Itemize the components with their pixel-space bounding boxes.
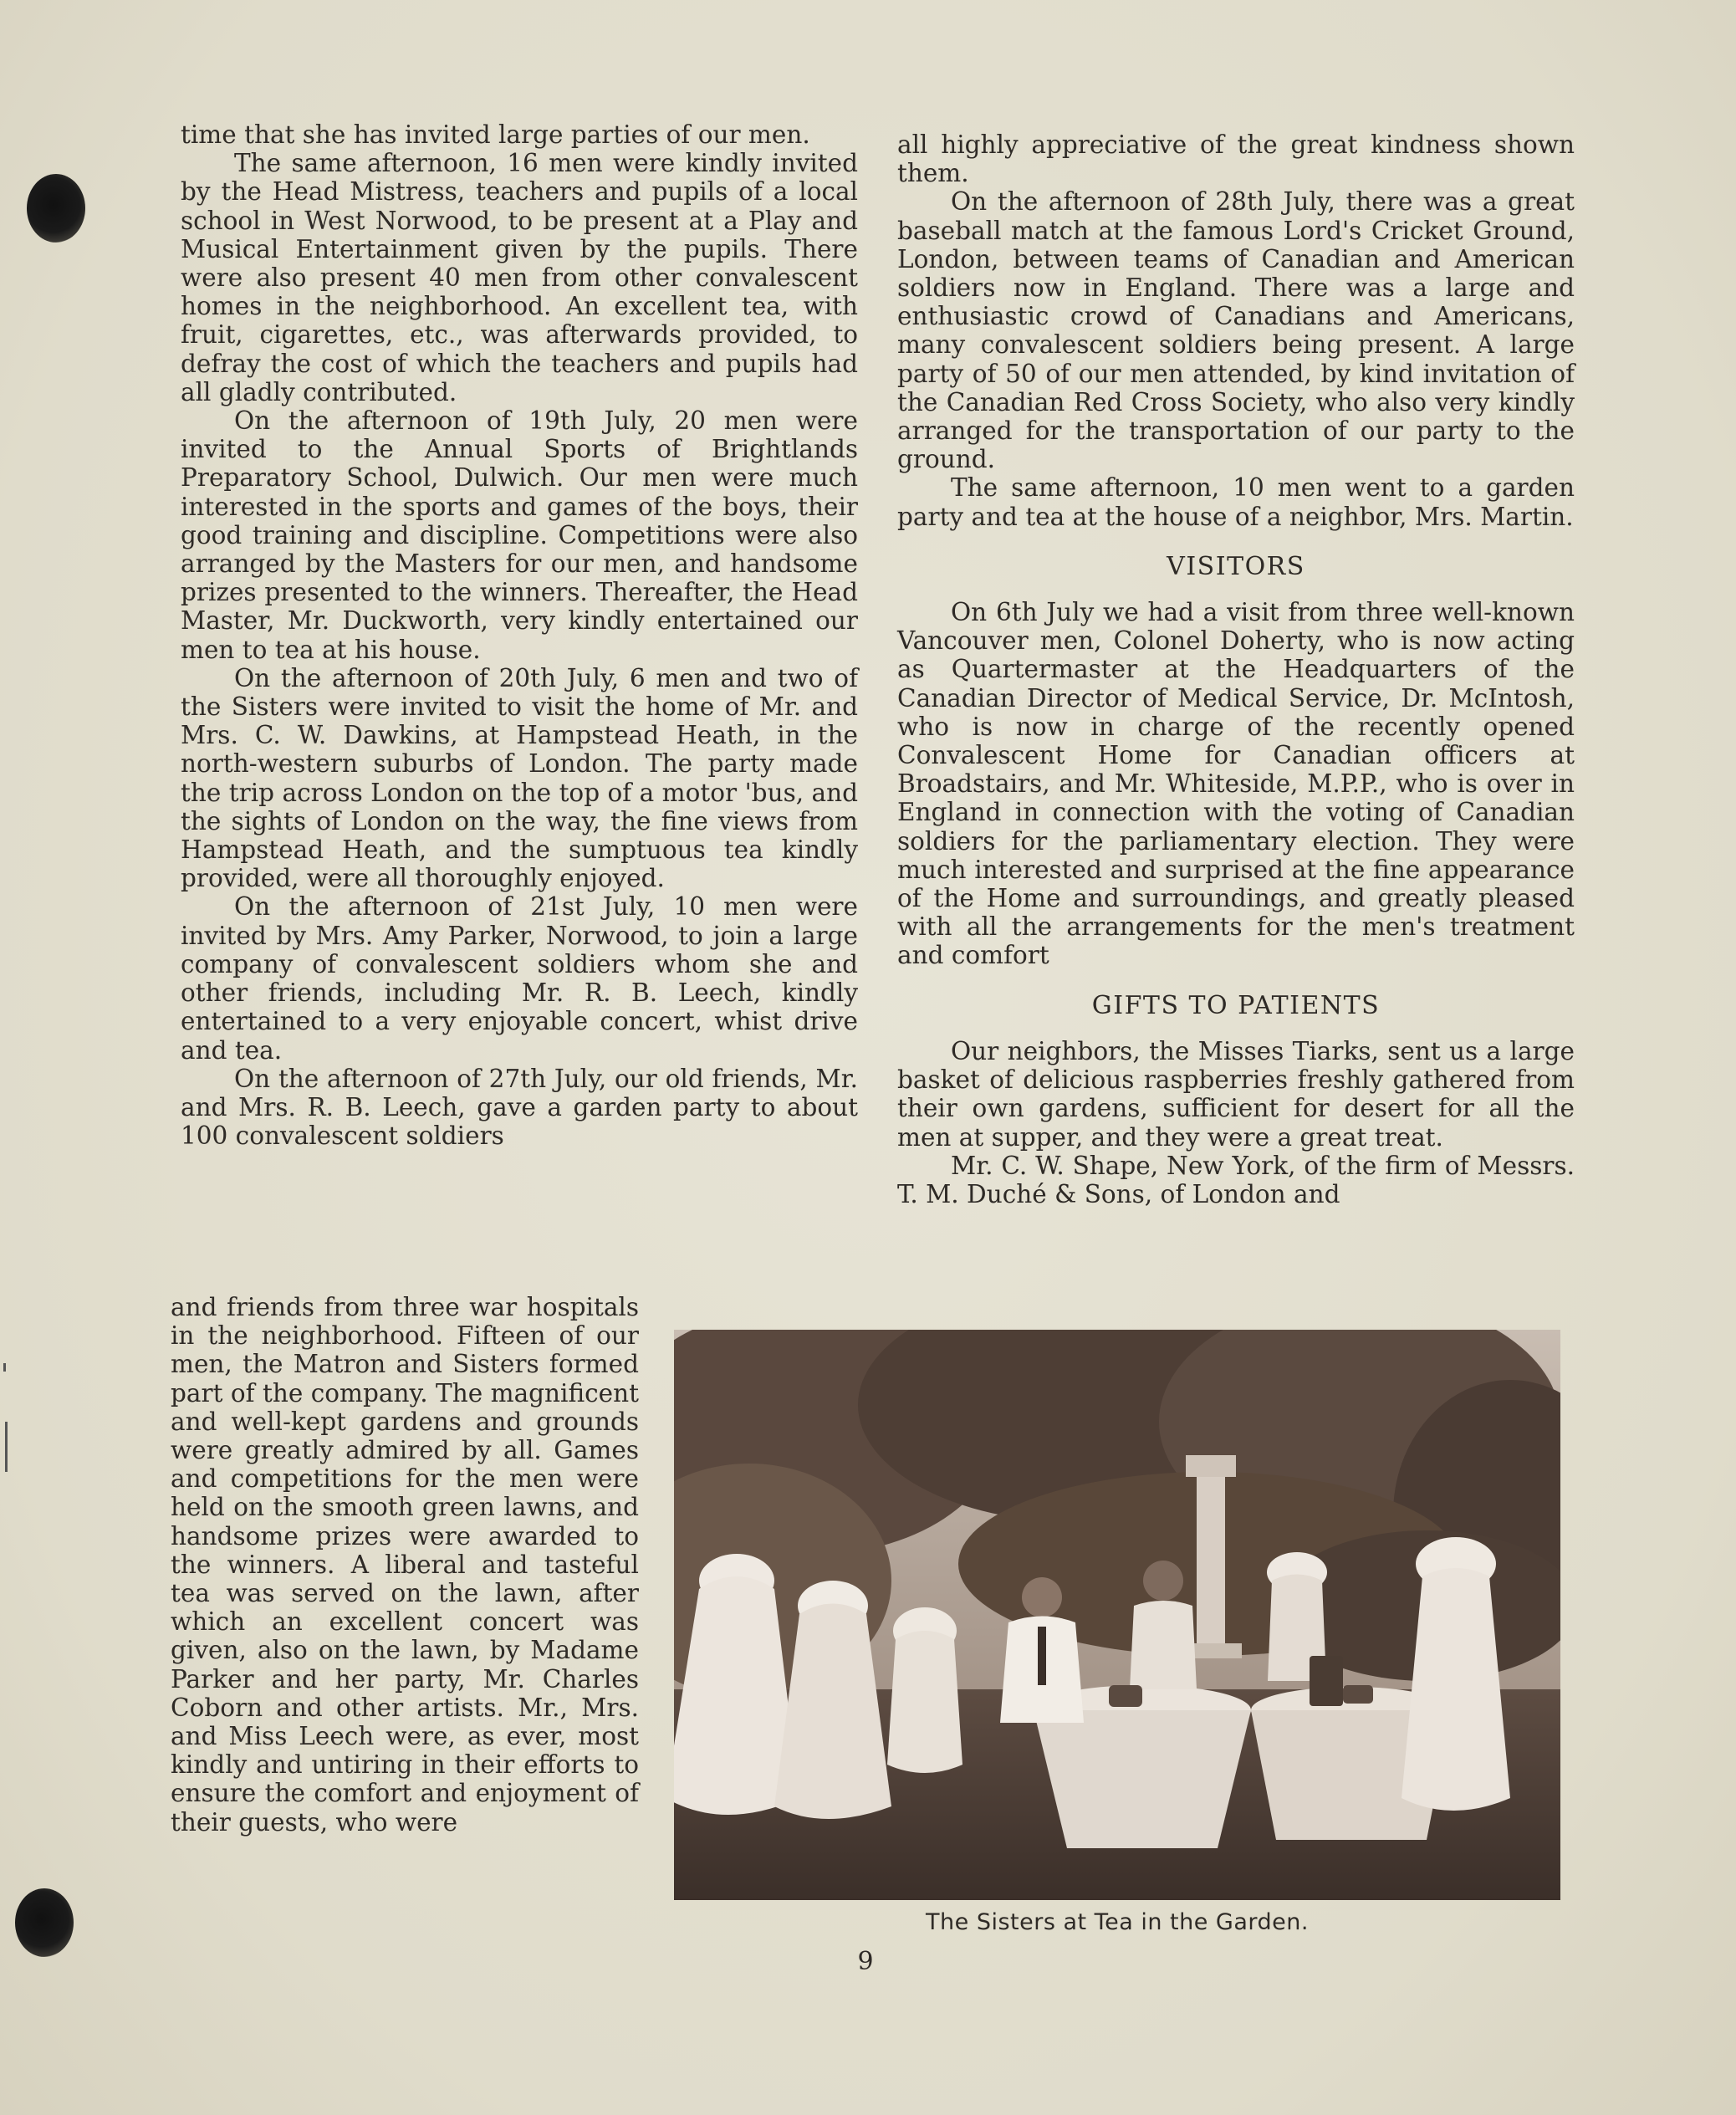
binder-hole-bottom (15, 1888, 74, 1957)
page-number: 9 (857, 1947, 874, 1976)
paragraph: all highly appreciative of the great kindness shown them. (897, 130, 1575, 188)
paragraph: The same afternoon, 16 men were kindly invited by the Head Mistress, teachers and pupils of a local school in West Norwood, to be present at a Play and Musical Entertainment given by the pupils. There were also present 40 men from other convalescent homes in the neighborhood. An excellent tea, with fruit, cigarettes, etc., was afterwards provided, to defray the cost of which the teachers and pupils had all gladly contributed. (181, 149, 858, 406)
photo-caption: The Sisters at Tea in the Garden. (926, 1909, 1309, 1935)
left-column (181, 120, 858, 1150)
binder-hole-top (27, 174, 85, 243)
paragraph: time that she has invited large parties of our men. (181, 120, 810, 149)
paragraph: On the afternoon of 27th July, our old friends, Mr. and Mrs. R. B. Leech, gave a garden party to about 100 convalescent soldiers (181, 1064, 858, 1151)
margin-mark (5, 1422, 8, 1472)
paragraph: On the afternoon of 20th July, 6 men and two of the Sisters were invited to visit the home of Mr. and Mrs. C. W. Dawkins, at Hampstead Heath, in the north-western suburbs of London. The party made the trip across London on the top of a motor 'bus, and the sights of London on the way, the fine views from Hampstead Heath, and the sumptuous tea kindly provided, were all thoroughly enjoyed. (181, 663, 858, 893)
right-column (897, 130, 1575, 1208)
paragraph: On 6th July we had a visit from three well-known Vancouver men, Colonel Doherty, who is now acting as Quartermaster at the Headquarters of the Canadian Director of Medical Service, Dr. McIntosh, who is now in charge of the recently opened Convalescent Home for Canadian officers at Broadstairs, and Mr. Whiteside, M.P.P., who is over in England in connection with the voting of Canadian soldiers for the parliamentary election. They were much interested and surprised at the fine appearance of the Home and surroundings, and greatly pleased with all the arrangements for the men's treatment and comfort (897, 598, 1575, 970)
section-heading-visitors: VISITORS (1167, 551, 1305, 581)
paragraph: On the afternoon of 21st July, 10 men were invited by Mrs. Amy Parker, Norwood, to join a large company of convalescent soldiers whom she and other friends, including Mr. R. B. Leech, kindly entertained to a very enjoyable concert, whist drive and tea. (181, 892, 858, 1065)
photo-illustration (674, 1330, 1560, 1900)
paragraph: On the afternoon of 19th July, 20 men were invited to the Annual Sports of Brightlands Preparatory School, Dulwich. Our men were much interested in the sports and games of the boys, their good training and discipline. Competitions were also arranged by the Masters for our men, and handsome prizes presented to the winners. Thereafter, the Head Master, Mr. Duckworth, very kindly entertained our men to tea at his house. (181, 406, 858, 664)
paragraph: The same afternoon, 10 men went to a garden party and tea at the house of a neighbor, Mrs. Martin. (897, 473, 1575, 531)
paragraph: Our neighbors, the Misses Tiarks, sent us a large basket of delicious raspberries freshly gathered from their own gardens, sufficient for desert for all the men at supper, and they were a great treat. (897, 1036, 1575, 1152)
narrow-column (171, 1293, 639, 1837)
section-heading-gifts: GIFTS TO PATIENTS (1091, 990, 1381, 1020)
photo-sisters-at-tea (674, 1330, 1560, 1900)
paragraph: and friends from three war hospitals in the neighborhood. Fifteen of our men, the Matron and Sisters formed part of the company. The magnificent and well-kept gardens and grounds were greatly admired by all. Games and competitions for the men were held on the smooth green lawns, and handsome prizes were awarded to the winners. A liberal and tasteful tea was served on the lawn, after which an excellent concert was given, also on the lawn, by Madame Parker and her party, Mr. Charles Coborn and other artists. Mr., Mrs. and Miss Leech were, as ever, most kindly and untiring in their efforts to ensure the comfort and enjoyment of their guests, who were (171, 1293, 639, 1837)
margin-mark (3, 1363, 6, 1372)
paragraph: Mr. C. W. Shape, New York, of the firm of Messrs. T. M. Duché & Sons, of London and (897, 1151, 1575, 1208)
paragraph: On the afternoon of 28th July, there was a great baseball match at the famous Lord's Cricket Ground, London, between teams of Canadian and American soldiers now in England. There was a large and enthusiastic crowd of Canadians and Americans, many convalescent soldiers being present. A large party of 50 of our men attended, by kind invitation of the Canadian Red Cross Society, who also very kindly arranged for the transportation of our party to the ground. (897, 187, 1575, 474)
